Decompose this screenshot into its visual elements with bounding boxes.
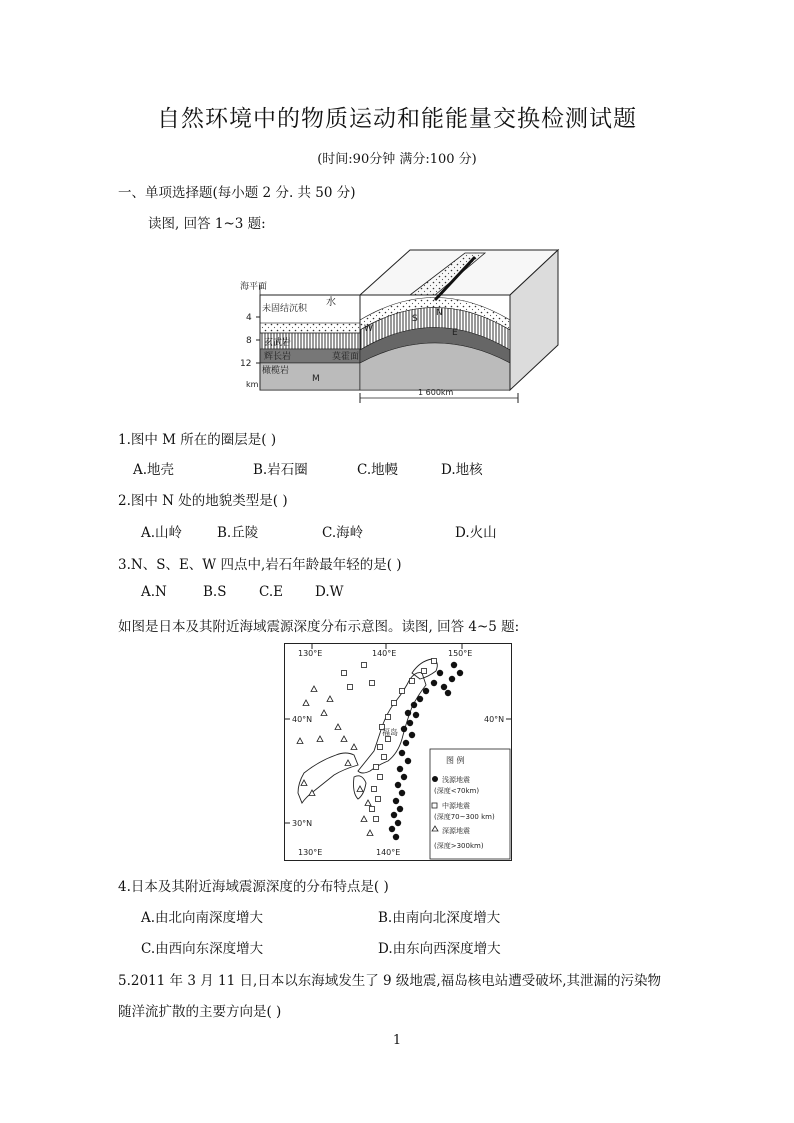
fukushima-label: 福岛 <box>382 728 398 737</box>
shallow-quake-dot <box>397 766 403 772</box>
label-M: M <box>312 374 320 384</box>
lon-130-bottom: 130°E <box>298 848 323 857</box>
question-5-line1: 5.2011 年 3 月 11 日,日本以东海域发生了 9 级地震,福岛核电站遭受破坏,其泄漏的污染物 <box>118 973 662 989</box>
question-2: 2.图中 N 处的地貌类型是( ) <box>118 493 288 509</box>
label-W: W <box>364 324 373 334</box>
shallow-quake-dot <box>451 662 457 668</box>
q4-option-b[interactable]: B.由南向北深度增大 <box>378 910 501 926</box>
shallow-quake-dot <box>393 834 399 840</box>
sea-level-label: 海平面 <box>240 282 268 292</box>
intermediate-quake-square <box>432 659 437 664</box>
shallow-quake-dot <box>401 774 407 780</box>
legend-deep-depth: (深度>300km) <box>434 842 484 850</box>
q1-option-a[interactable]: A.地壳 <box>133 462 175 478</box>
shallow-quake-dot <box>391 812 397 818</box>
shallow-quake-dot <box>397 806 403 812</box>
shallow-quake-dot <box>399 790 405 796</box>
peridotite-label: 橄榄岩 <box>262 366 290 376</box>
moho-label: 莫霍面 <box>332 352 360 362</box>
japan-earthquake-map <box>284 643 512 861</box>
shallow-quake-dot <box>413 712 419 718</box>
page-title: 自然环境中的物质运动和能能量交换检测试题 <box>157 106 637 132</box>
question-4: 4.日本及其附近海域震源深度的分布特点是( ) <box>118 879 389 895</box>
legend-mid: 中源地震 <box>442 802 470 810</box>
shallow-quake-dot <box>409 732 415 738</box>
depth-12: 12 <box>240 359 252 369</box>
intermediate-quake-square <box>374 765 379 770</box>
shallow-quake-dot <box>457 670 463 676</box>
legend-shallow-depth: (深度<70km) <box>434 787 480 795</box>
label-E: E <box>452 328 458 338</box>
legend-mid-depth: (深度70~300 km) <box>434 813 495 821</box>
lon-140-bottom: 140°E <box>376 848 401 857</box>
basalt-label: 玄武岩 <box>264 338 292 348</box>
q1-option-c[interactable]: C.地幔 <box>357 462 399 478</box>
label-N: N <box>436 308 443 318</box>
q3-option-c[interactable]: C.E <box>259 584 283 600</box>
legend-title: 图 例 <box>446 756 465 765</box>
intro-q4-5: 如图是日本及其附近海域震源深度分布示意图。读图, 回答 4~5 题: <box>118 619 520 635</box>
shallow-quake-dot <box>395 820 401 826</box>
intermediate-quake-square <box>372 787 377 792</box>
intermediate-quake-square <box>370 681 375 686</box>
shallow-quake-dot <box>411 702 417 708</box>
q1-option-b[interactable]: B.岩石圈 <box>253 462 308 478</box>
shallow-quake-dot <box>445 690 451 696</box>
q3-option-a[interactable]: A.N <box>141 584 167 600</box>
lon-150-top: 150°E <box>448 649 473 658</box>
question-5-line2: 随洋流扩散的主要方向是( ) <box>118 1004 282 1020</box>
shallow-quake-dot <box>405 710 411 716</box>
lon-130-top: 130°E <box>298 649 323 658</box>
shallow-quake-dot <box>441 684 447 690</box>
intro-q1-3: 读图, 回答 1~3 题: <box>148 216 266 232</box>
page-number: 1 <box>392 1033 402 1048</box>
section-heading: 一、单项选择题(每小题 2 分. 共 50 分) <box>118 185 356 201</box>
intermediate-quake-square <box>378 775 383 780</box>
intermediate-quake-square <box>382 755 387 760</box>
lat-30-left: 30°N <box>292 819 313 828</box>
lat-40-left: 40°N <box>292 715 313 724</box>
intermediate-quake-square <box>376 797 381 802</box>
q2-option-b[interactable]: B.丘陵 <box>217 525 259 541</box>
scale-label: 1 600km <box>418 388 454 397</box>
legend-shallow: 浅源地震 <box>442 776 470 784</box>
q3-option-b[interactable]: B.S <box>203 584 227 600</box>
shallow-quake-dot <box>431 680 437 686</box>
question-3: 3.N、S、E、W 四点中,岩石年龄最年轻的是( ) <box>118 557 402 573</box>
intermediate-quake-square <box>400 689 405 694</box>
q1-option-d[interactable]: D.地核 <box>441 462 483 478</box>
intermediate-quake-square <box>386 737 391 742</box>
shallow-quake-dot <box>449 676 455 682</box>
exam-time-score: (时间:90分钟 满分:100 分) <box>317 152 477 167</box>
shallow-quake-dot <box>423 688 429 694</box>
intermediate-quake-square <box>362 663 367 668</box>
question-1: 1.图中 M 所在的圈层是( ) <box>118 432 277 448</box>
q4-option-c[interactable]: C.由西向东深度增大 <box>141 941 264 957</box>
shallow-quake-dot <box>403 740 409 746</box>
shallow-quake-dot <box>417 696 423 702</box>
intermediate-quake-square <box>386 715 391 720</box>
shallow-quake-dot <box>405 758 411 764</box>
intermediate-quake-square <box>392 701 397 706</box>
q4-option-d[interactable]: D.由东向西深度增大 <box>378 941 501 957</box>
intermediate-quake-square <box>378 745 383 750</box>
q2-option-a[interactable]: A.山岭 <box>141 525 183 541</box>
label-S: S <box>412 314 418 324</box>
legend-deep: 深源地震 <box>442 827 470 835</box>
intermediate-quake-square <box>370 807 375 812</box>
q3-option-d[interactable]: D.W <box>315 584 344 600</box>
lon-140-top: 140°E <box>372 649 397 658</box>
water-label: 水 <box>326 297 336 308</box>
intermediate-quake-square <box>422 669 427 674</box>
intermediate-quake-square <box>342 671 347 676</box>
depth-4: 4 <box>246 313 252 323</box>
q2-option-c[interactable]: C.海岭 <box>322 525 364 541</box>
intermediate-quake-square <box>348 685 353 690</box>
shallow-quake-dot <box>437 670 443 676</box>
intermediate-quake-square <box>374 817 379 822</box>
intermediate-quake-square <box>410 679 415 684</box>
shallow-quake-dot <box>401 726 407 732</box>
shallow-quake-dot <box>399 750 405 756</box>
unconsolidated-label: 未固结沉积 <box>262 304 308 314</box>
ocean-floor-diagram <box>240 245 560 410</box>
q4-option-a[interactable]: A.由北向南深度增大 <box>141 910 264 926</box>
depth-8: 8 <box>246 336 252 346</box>
shallow-quake-dot <box>407 720 413 726</box>
shallow-quake-dot <box>395 782 401 788</box>
q2-option-d[interactable]: D.火山 <box>455 525 497 541</box>
gabbro-label: 辉长岩 <box>264 352 292 362</box>
shallow-quake-dot <box>389 826 395 832</box>
depth-unit: km <box>246 380 259 389</box>
shallow-quake-dot <box>393 798 399 804</box>
lat-40-right: 40°N <box>484 715 505 724</box>
